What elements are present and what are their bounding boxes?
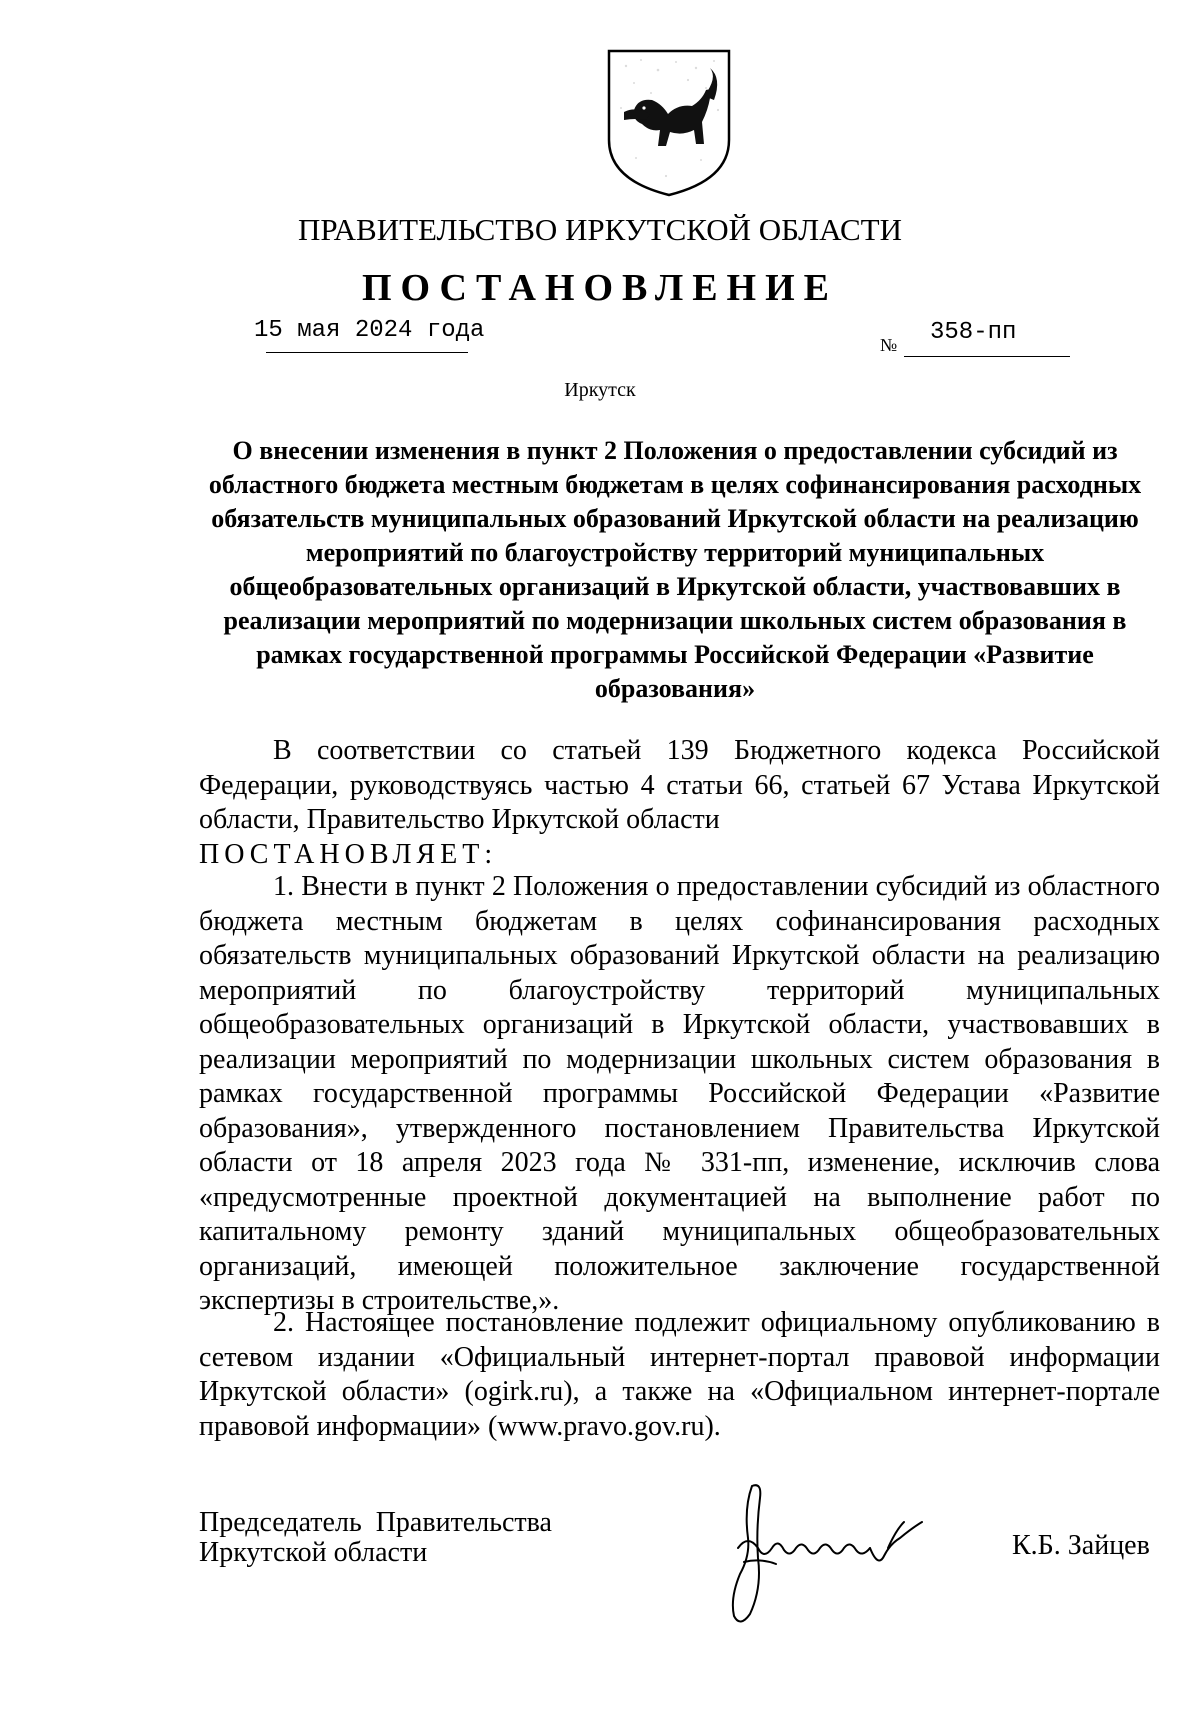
signatory-position-line-2: Иркутской области xyxy=(199,1537,428,1568)
handwritten-signature xyxy=(700,1478,950,1628)
document-kind: ПОСТАНОВЛЕНИЕ xyxy=(361,267,839,309)
signatory-position xyxy=(199,1508,552,1568)
signatory-position-line-1: Председатель Правительства xyxy=(199,1507,552,1538)
document-heading: О внесении изменения в пункт 2 Положения о предоставлении субсидий из областного бюджета местным бюджетам в целях софинансирования расходных обязательств муниципальных образований Иркутской области на реализацию мероприятий по благоустройству территорий муниципальных общеобразовательных организаций в Иркутской области, участвовавших в реализации мероприятий по модернизации школьных систем образования в рамках государственной программы Российской Федерации «Развитие образования» xyxy=(208,436,1142,703)
resolves-word: ПОСТАНОВЛЯЕТ: xyxy=(199,839,498,870)
number-sign: № xyxy=(880,335,898,355)
signatory-name: К.Б. Зайцев xyxy=(1012,1530,1150,1561)
number-underline xyxy=(904,356,1070,357)
paragraph-2: 2. Настоящее постановление подлежит официальному опубликованию в сетевом издании «Официальный интернет-портал правовой информации Иркутской области» (ogirk.ru), а также на «Официальном интернет-портале правовой информации» (www.pravo.gov.ru). xyxy=(199,1307,1160,1442)
government-title: ПРАВИТЕЛЬСТВО ИРКУТСКОЙ ОБЛАСТИ xyxy=(297,212,902,247)
document-date: 15 мая 2024 года xyxy=(254,317,485,344)
date-underline xyxy=(266,352,468,353)
coat-of-arms-icon xyxy=(606,48,732,198)
document-city: Иркутск xyxy=(564,379,636,401)
paragraph-1: 1. Внести в пункт 2 Положения о предоставлении субсидий из областного бюджета местным бюджетам в целях софинансирования расходных обязательств муниципальных образований Иркутской области на реализацию мероприятий по благоустройству территорий муниципальных общеобразовательных организаций в Иркутской области, участвовавших в реализации мероприятий по модернизации школьных систем образования в рамках государственной программы Российской Федерации «Развитие образования», утвержденного постановлением Правительства Иркутской области от 18 апреля 2023 года № 331-пп, изменение, исключив слова «предусмотренные проектной документацией на выполнение работ по капитальному ремонту зданий муниципальных общеобразовательных организаций, имеющей положительное заключение государственной экспертизы в строительстве,». xyxy=(199,871,1160,1316)
document-number: 358-пп xyxy=(930,319,1017,346)
intro-paragraph: В соответствии со статьей 139 Бюджетного кодекса Российской Федерации, руководствуясь частью 4 статьи 66, статьей 67 Устава Иркутской области, Правительство Иркутской области xyxy=(199,735,1160,835)
